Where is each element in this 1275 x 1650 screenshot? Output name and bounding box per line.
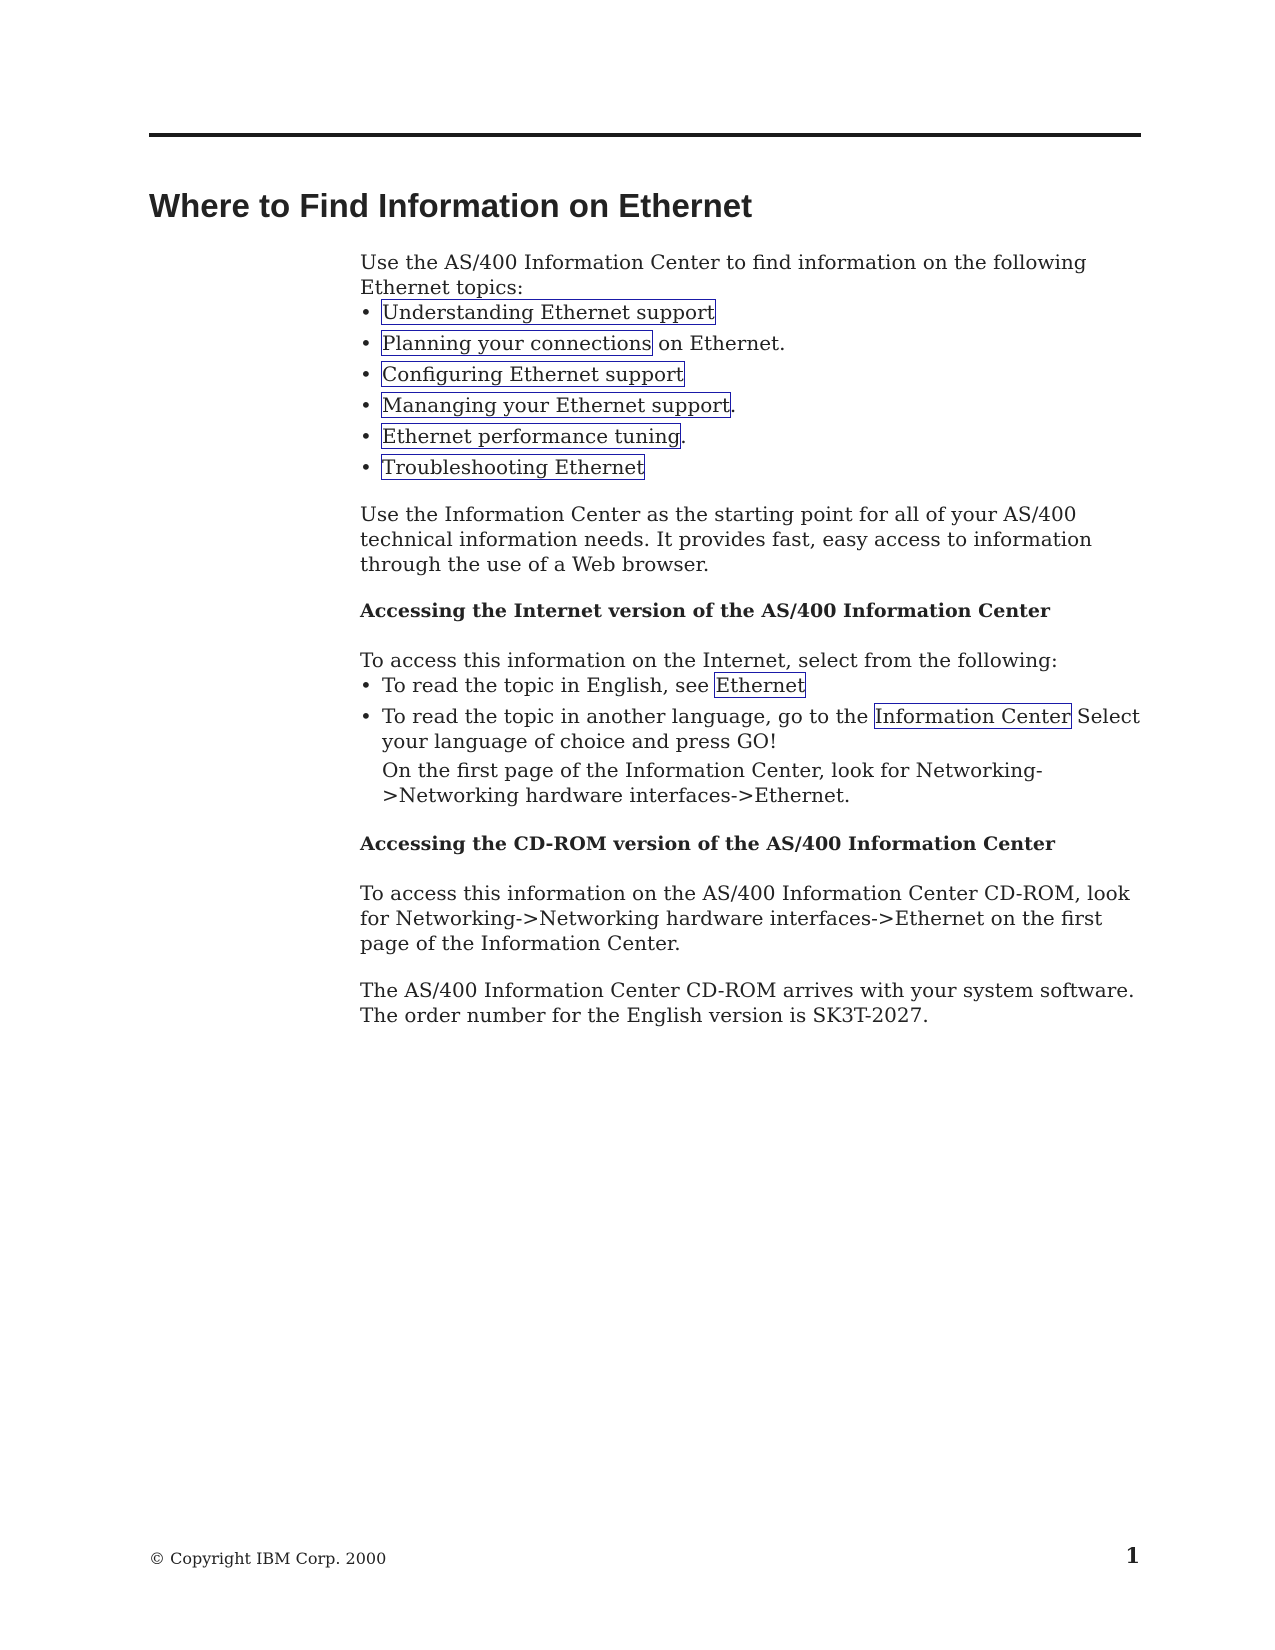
link-planning-your-connections[interactable]: Planning your connections xyxy=(382,331,652,355)
list-item xyxy=(360,300,1150,325)
list-item xyxy=(360,455,1150,480)
link-ethernet[interactable]: Ethernet xyxy=(715,673,806,697)
link-understanding-ethernet-support[interactable]: Understanding Ethernet support xyxy=(382,300,715,324)
link-suffix: on Ethernet. xyxy=(651,331,786,355)
item-text-suffix: Select your language of choice and press GO! xyxy=(382,704,1140,753)
intro-paragraph: Use the AS/400 Information Center to find information on the following Ethernet topics: xyxy=(360,250,1087,299)
link-suffix: . xyxy=(680,424,687,448)
item-text: To read the topic in another language, go to the xyxy=(382,704,875,728)
link-managing-ethernet-support[interactable]: Mananging your Ethernet support xyxy=(382,393,730,417)
item-text: To read the topic in English, see xyxy=(382,673,716,697)
link-information-center[interactable]: Information Center xyxy=(874,704,1071,728)
start-paragraph: Use the Information Center as the starting point for all of your AS/400 technical information needs. It provides fast, easy access to information through the use of a Web browser. xyxy=(360,502,1093,576)
internet-paragraph: To access this information on the Internet, select from the following: xyxy=(360,648,1058,672)
bullet: • xyxy=(360,331,372,355)
cdrom-paragraph-1: To access this information on the AS/400 Information Center CD-ROM, look for Networking->Networking hardware interfaces->Ethernet on the first page of the Information Center. xyxy=(360,881,1130,955)
copyright-notice: © Copyright IBM Corp. 2000 xyxy=(149,1549,387,1568)
access-list xyxy=(360,673,1150,808)
link-suffix: . xyxy=(729,393,737,417)
link-ethernet-performance-tuning[interactable]: Ethernet performance tuning xyxy=(382,424,681,448)
main-content xyxy=(360,250,1150,1028)
top-rule xyxy=(149,133,1141,137)
page-number: 1 xyxy=(1125,1543,1140,1568)
page-title: Where to Find Information on Ethernet xyxy=(149,187,753,224)
bullet: • xyxy=(360,393,372,417)
bullet: • xyxy=(360,424,372,448)
list-item xyxy=(360,393,1150,418)
list-item xyxy=(360,362,1150,387)
list-item xyxy=(360,331,1150,356)
internet-heading: Accessing the Internet version of the AS/400 Information Center xyxy=(360,600,1051,622)
list-item xyxy=(360,424,1150,449)
bullet: • xyxy=(360,704,372,728)
item-subparagraph: On the first page of the Information Center, look for Networking->Networking hardware interfaces->Ethernet. xyxy=(382,758,1043,807)
bullet: • xyxy=(360,455,372,479)
cdrom-paragraph-2: The AS/400 Information Center CD-ROM arrives with your system software. The order number for the English version is SK3T-2027. xyxy=(360,978,1135,1027)
bullet: • xyxy=(360,673,372,697)
bullet: • xyxy=(360,300,372,324)
cdrom-heading: Accessing the CD-ROM version of the AS/400 Information Center xyxy=(360,833,1055,855)
topic-list xyxy=(360,300,1150,480)
link-troubleshooting-ethernet[interactable]: Troubleshooting Ethernet xyxy=(382,455,645,479)
list-item xyxy=(360,673,1150,698)
bullet: • xyxy=(360,362,372,386)
list-item xyxy=(360,704,1150,808)
link-configuring-ethernet-support[interactable]: Configuring Ethernet support xyxy=(382,362,684,386)
